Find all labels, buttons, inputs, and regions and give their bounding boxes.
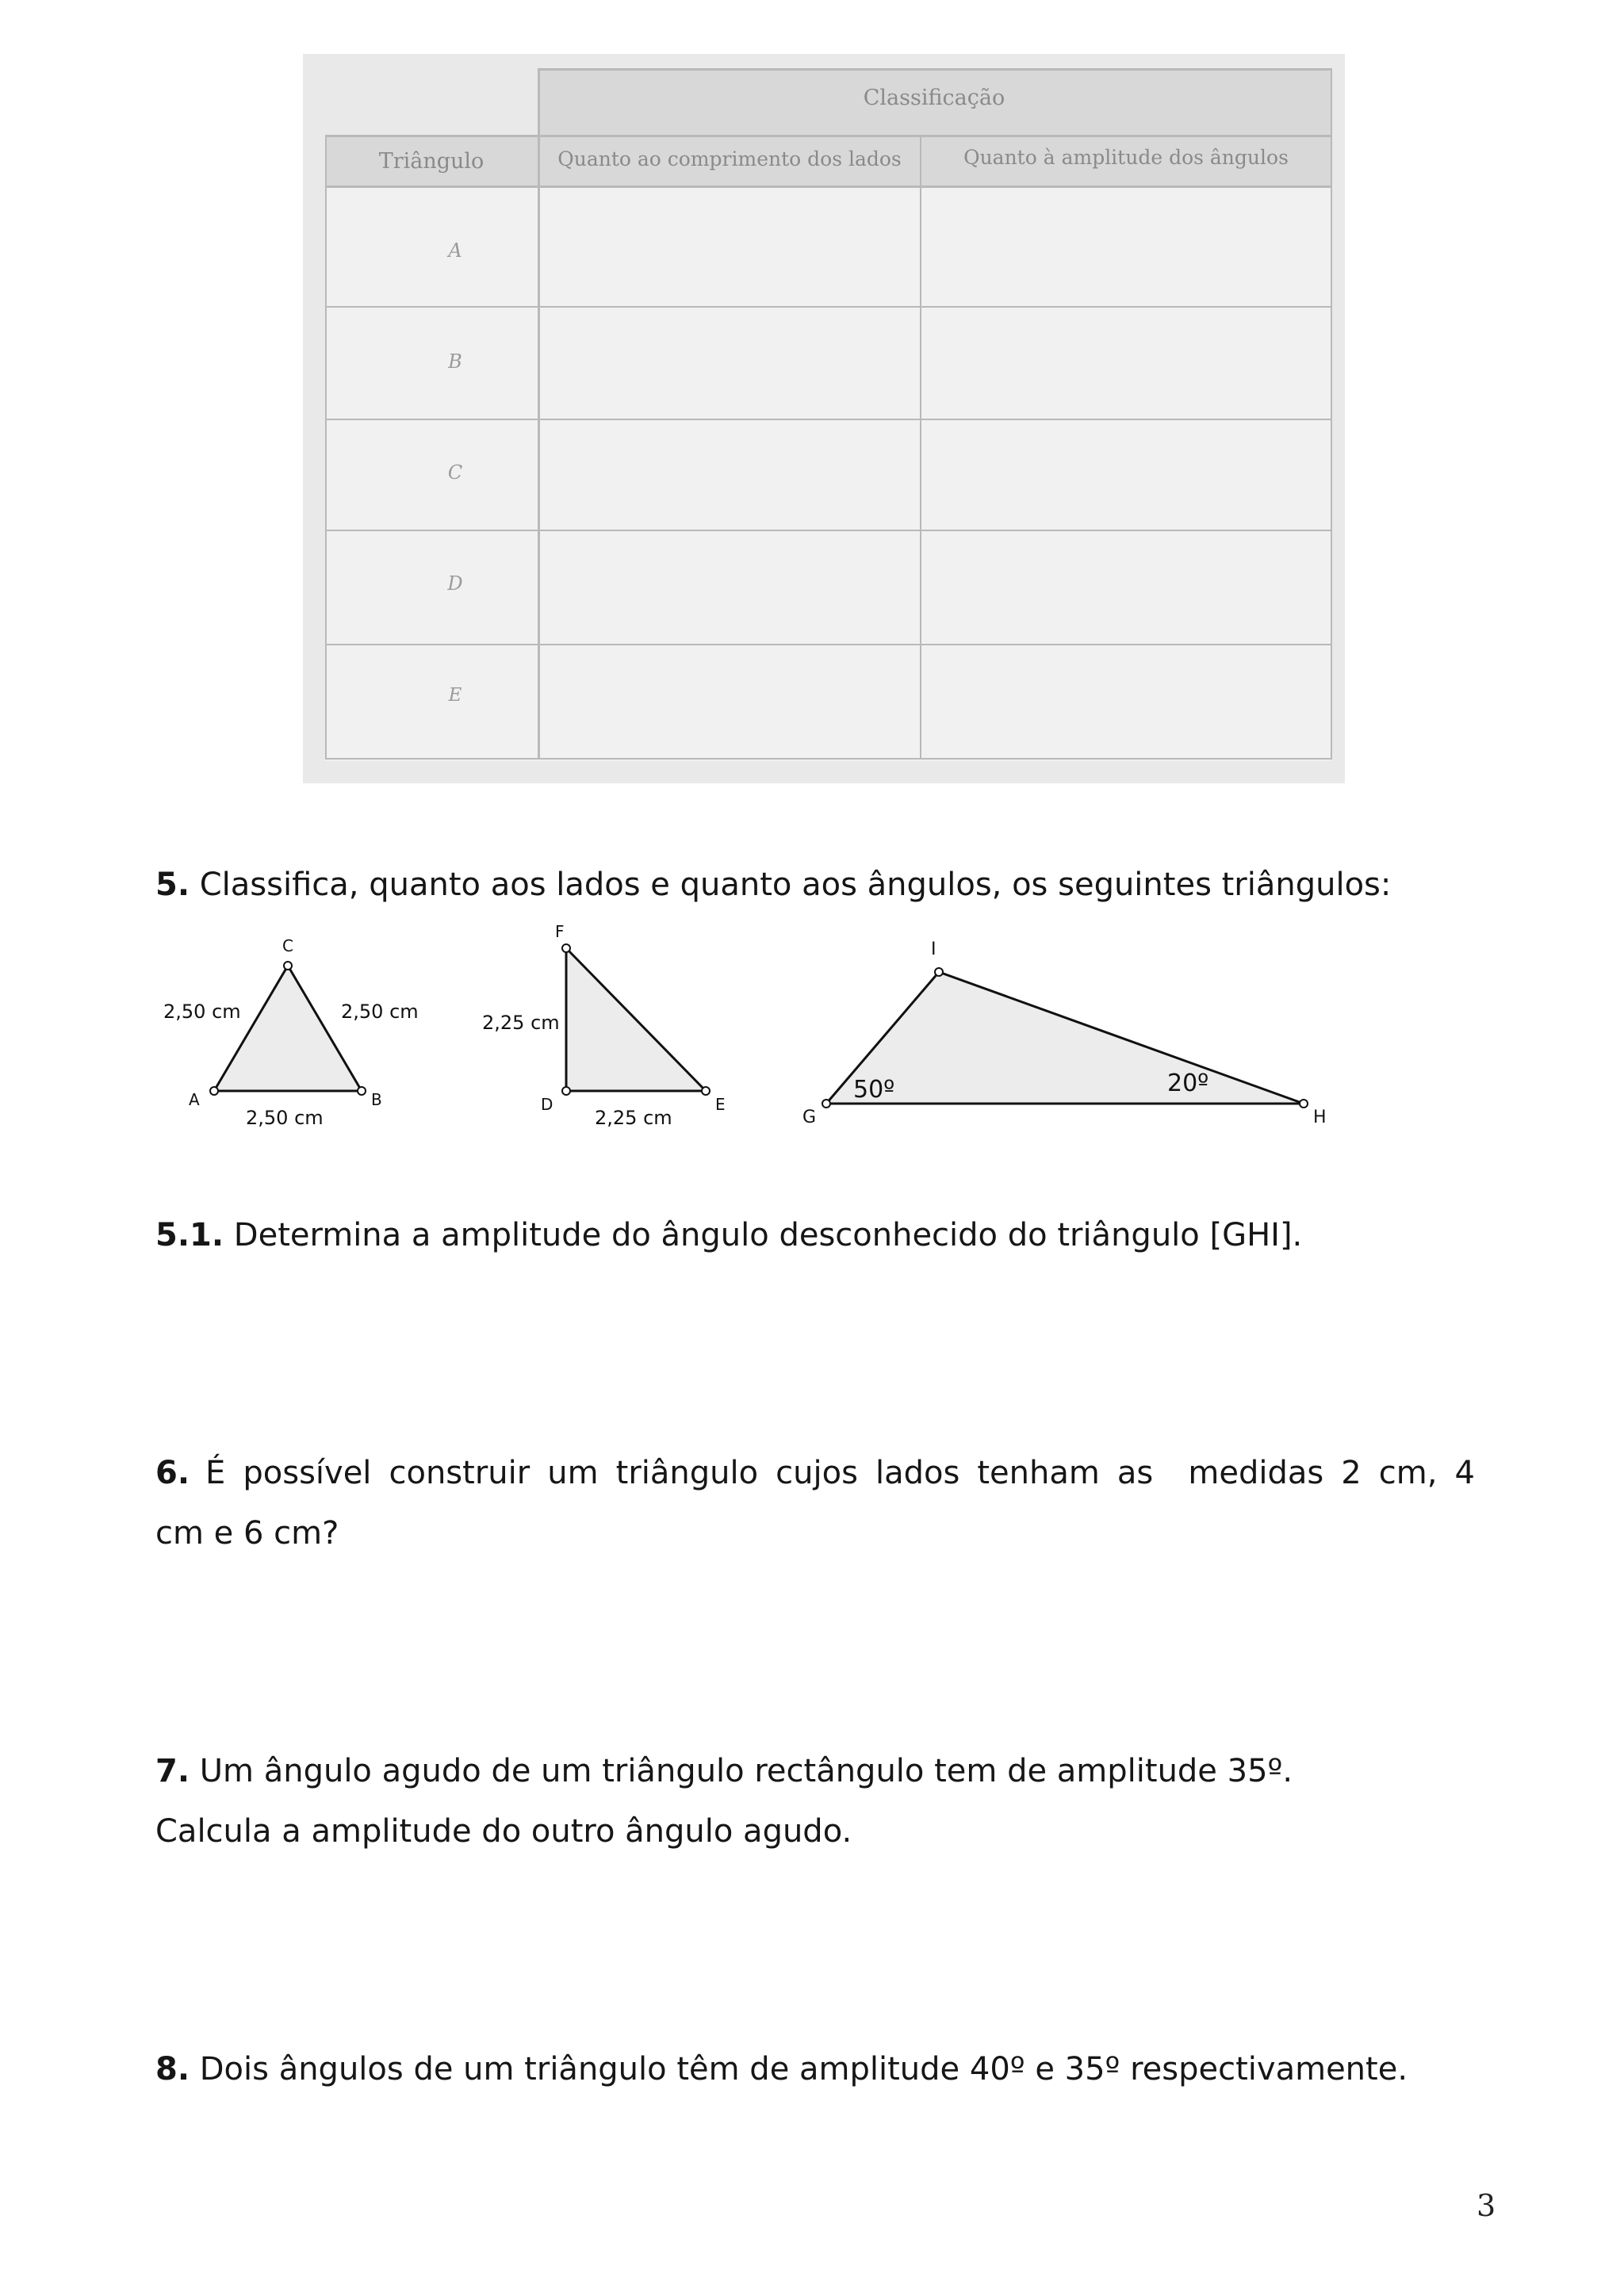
table-rule	[325, 135, 1331, 137]
vertex-h-point	[1300, 1100, 1308, 1108]
vertex-a-point	[210, 1087, 218, 1095]
table-rule	[325, 306, 1331, 308]
vertex-e-point	[702, 1087, 710, 1095]
question-7-line-1	[155, 1741, 1293, 1801]
vertex-c-label: C	[282, 936, 293, 955]
question-text: Um ângulo agudo de um triângulo rectângulo tem de amplitude 35º.	[199, 1753, 1293, 1789]
table-rule	[920, 135, 921, 760]
side-bc-label: 2,50 cm	[341, 1001, 419, 1023]
question-number: 7.	[155, 1753, 190, 1789]
question-text: Dois ângulos de um triângulo têm de amplitude 40º e 35º respectivamente.	[199, 2051, 1408, 2087]
question-text: É possível construir um triângulo cujos lados tenham as medidas 2 cm, 4	[205, 1455, 1475, 1491]
vertex-a-label: A	[189, 1090, 200, 1109]
question-5-1	[155, 1205, 1302, 1265]
table-row-label: C	[447, 461, 463, 484]
question-number: 6.	[155, 1455, 190, 1491]
table-rule	[325, 419, 1331, 420]
question-6-line-2: cm e 6 cm?	[155, 1515, 339, 1552]
table-rule	[325, 186, 1331, 188]
table-rule	[538, 68, 540, 760]
vertex-d-point	[562, 1087, 570, 1095]
vertex-c-point	[284, 962, 292, 970]
table-row-label: A	[448, 239, 462, 262]
table-rule	[325, 135, 327, 760]
table-rule	[1331, 68, 1332, 760]
question-7	[155, 1741, 1293, 1862]
question-number: 5.	[155, 867, 190, 903]
question-number: 8.	[155, 2051, 190, 2087]
vertex-i-point	[935, 968, 943, 976]
table-rule	[325, 644, 1331, 645]
question-7-line-2: Calcula a amplitude do outro ângulo agudo.	[155, 1813, 852, 1850]
table-col-angles: Quanto à amplitude dos ângulos	[963, 146, 1289, 169]
triangle-abc-shape	[214, 966, 362, 1091]
page-number: 3	[1477, 2188, 1496, 2223]
question-text: Determina a amplitude do ângulo desconhecido do triângulo [GHI].	[233, 1217, 1303, 1253]
side-de-label: 2,25 cm	[595, 1107, 672, 1129]
question-6-line-1	[155, 1443, 1475, 1503]
vertex-d-label: D	[541, 1095, 553, 1114]
classification-table-scan	[303, 54, 1345, 783]
triangle-ghi-shape	[826, 972, 1304, 1104]
triangle-def-shape	[566, 948, 706, 1091]
vertex-i-label: I	[931, 939, 936, 959]
vertex-e-label: E	[715, 1095, 726, 1114]
table-row-label: B	[448, 350, 462, 373]
table-col-triangle: Triângulo	[378, 149, 485, 174]
vertex-g-point	[822, 1100, 830, 1108]
vertex-b-label: B	[371, 1090, 382, 1109]
table-rule	[325, 530, 1331, 531]
angle-h-label: 20º	[1167, 1070, 1209, 1097]
question-number: 5.1.	[155, 1217, 224, 1253]
side-df-label: 2,25 cm	[482, 1012, 560, 1034]
question-5	[155, 855, 1391, 915]
side-ab-label: 2,50 cm	[246, 1107, 324, 1129]
table-col-sides: Quanto ao comprimento dos lados	[557, 147, 902, 170]
question-6	[155, 1443, 1475, 1563]
vertex-g-label: G	[802, 1108, 817, 1127]
vertex-f-label: F	[555, 922, 565, 941]
table-rule	[325, 758, 1331, 760]
triangle-def	[482, 922, 726, 1129]
triangle-figures	[151, 920, 1364, 1134]
triangle-abc	[163, 936, 419, 1129]
side-ac-label: 2,50 cm	[163, 1001, 241, 1023]
table-row-label: E	[448, 685, 462, 706]
vertex-h-label: H	[1313, 1108, 1327, 1127]
triangle-ghi	[802, 939, 1327, 1127]
vertex-b-point	[358, 1087, 366, 1095]
question-8	[155, 2039, 1408, 2099]
table-rule	[538, 68, 1331, 71]
vertex-f-point	[562, 944, 570, 952]
angle-g-label: 50º	[853, 1076, 895, 1104]
table-group-header: Classificação	[863, 86, 1005, 110]
question-text: Classifica, quanto aos lados e quanto aos ângulos, os seguintes triângulos:	[199, 867, 1392, 903]
table-row-label: D	[447, 572, 463, 595]
